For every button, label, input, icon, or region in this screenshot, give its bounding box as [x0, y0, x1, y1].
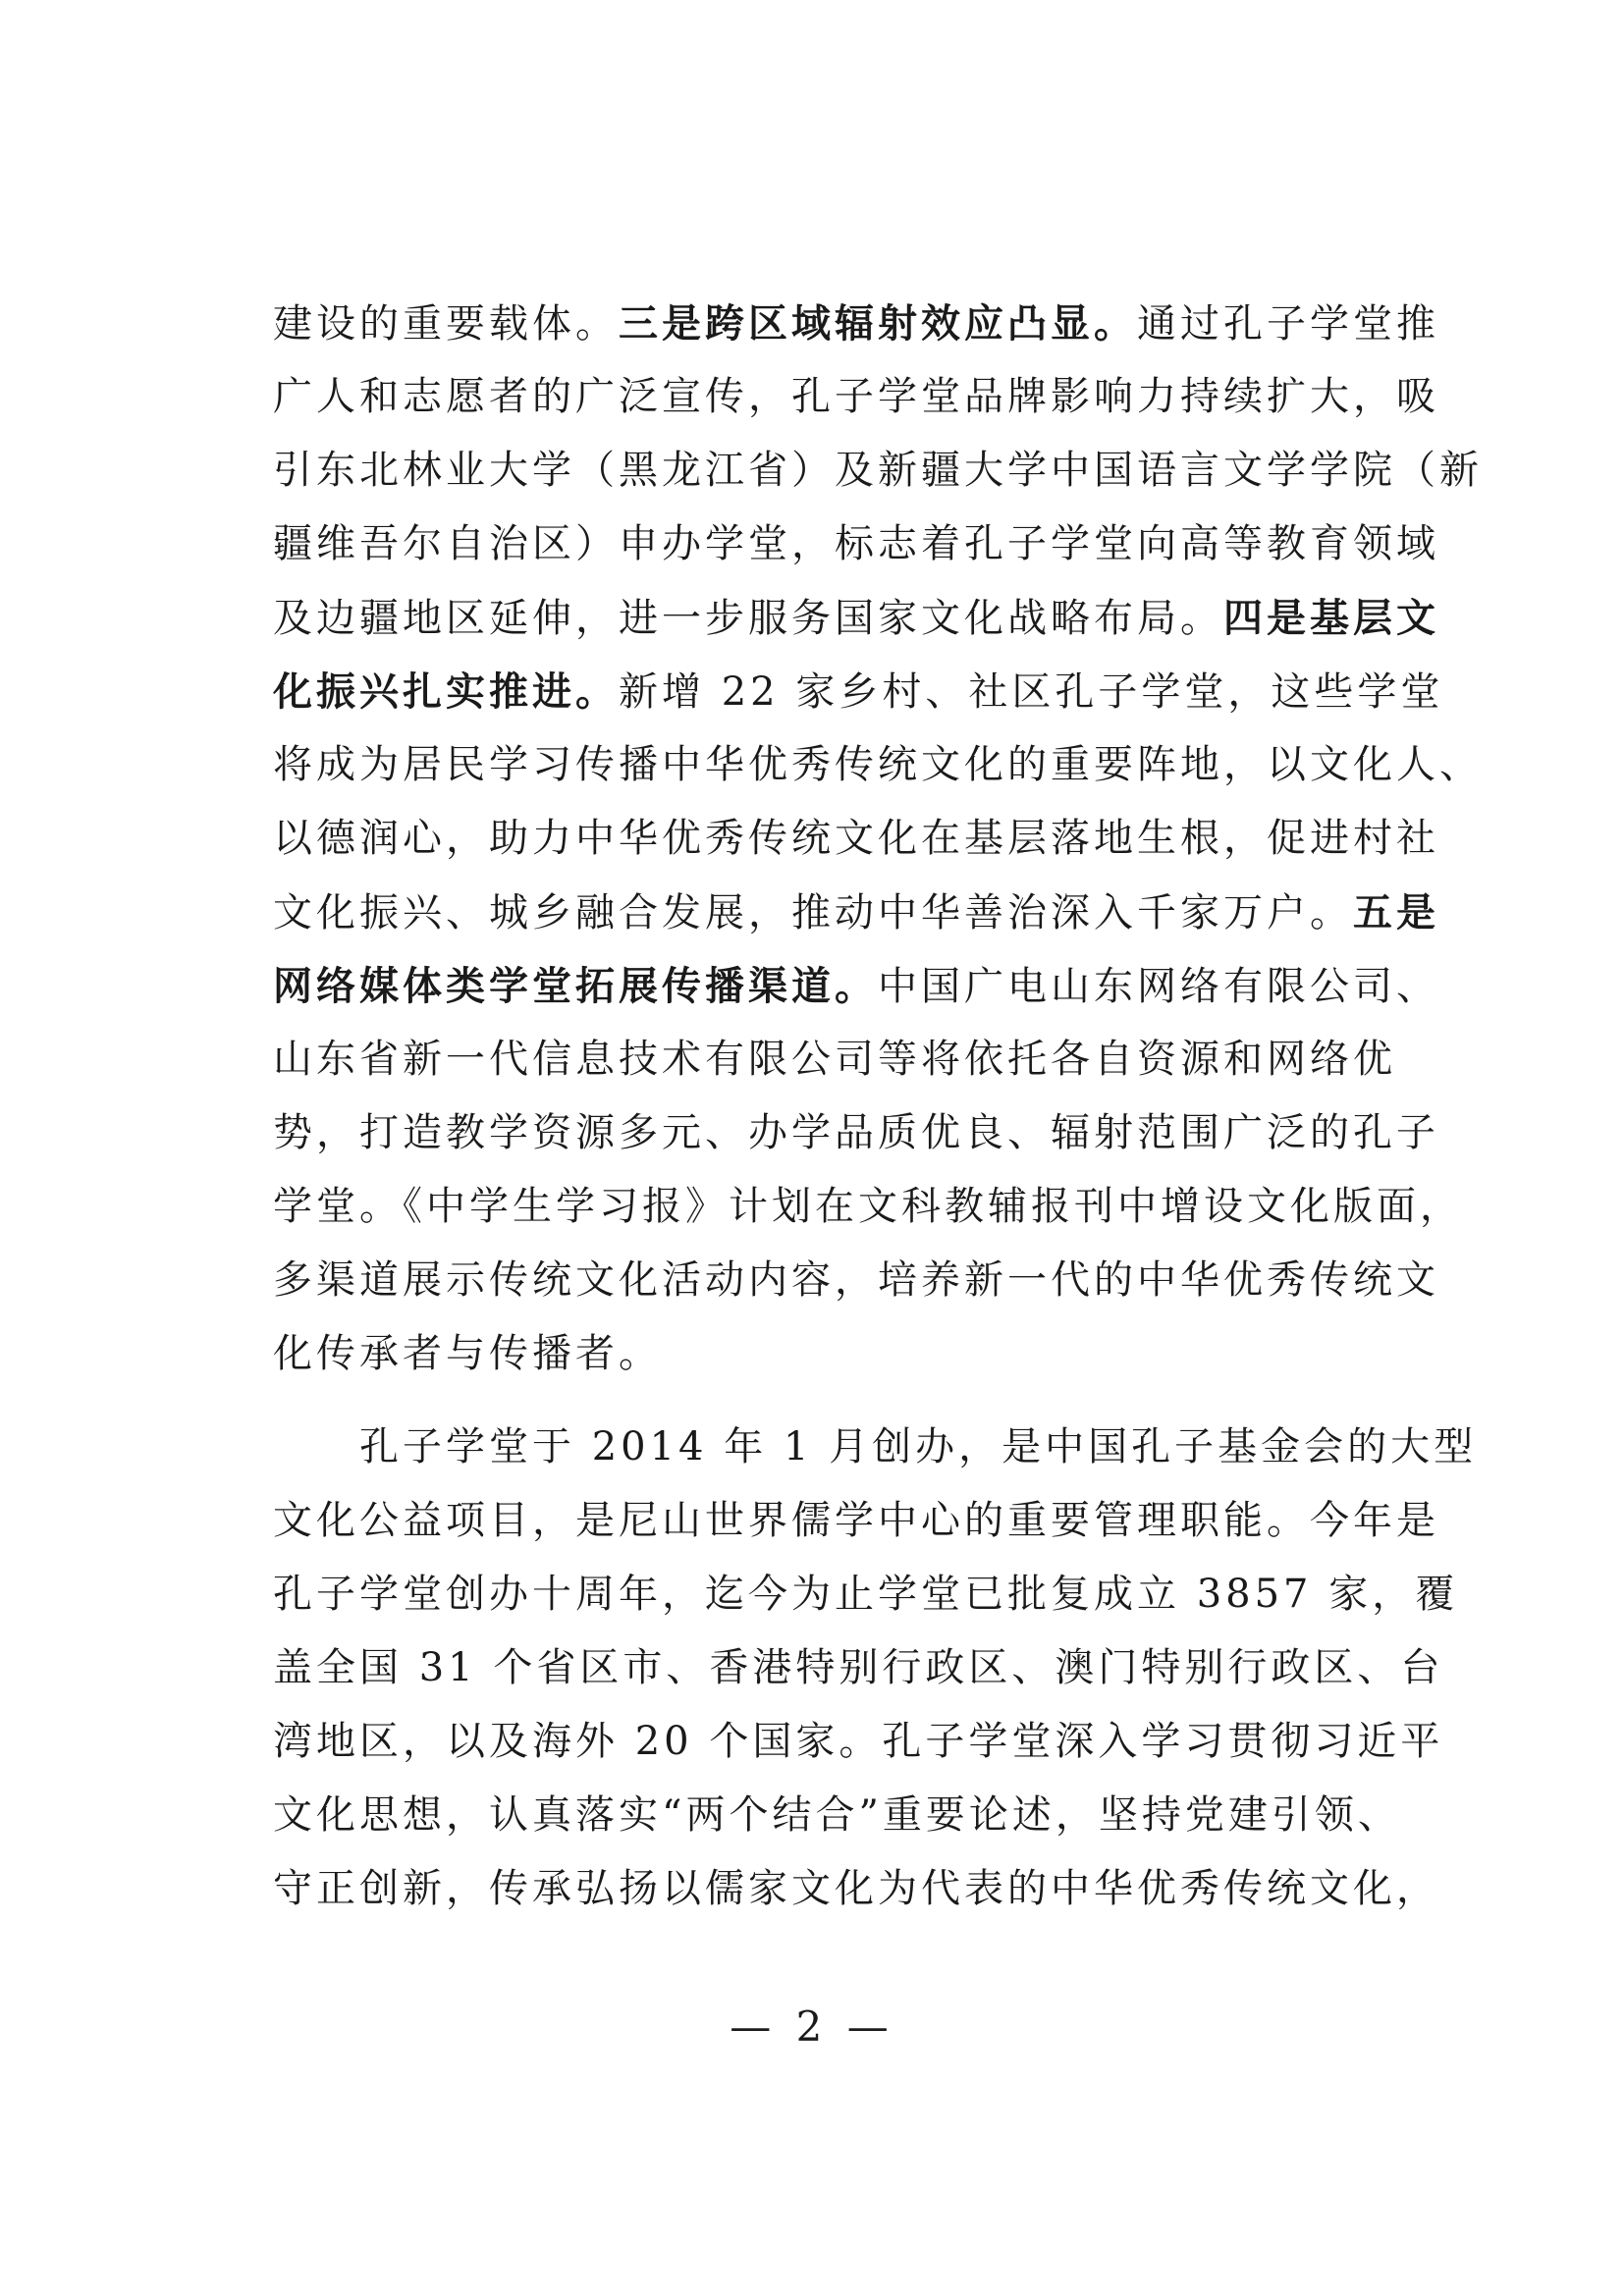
text-segment: 建设的重要载体。 [273, 301, 619, 347]
text-line [273, 949, 1439, 1023]
text-segment: 文化振兴、城乡融合发展，推动中华善治深入千家万户。 [273, 890, 1353, 935]
text-segment: 守正创新，传承弘扬以儒家文化为代表的中华优秀传统文化， [273, 1866, 1439, 1911]
bold-text-segment: 网络媒体类学堂拓展传播渠道。 [273, 963, 878, 1009]
text-segment: 及边疆地区延伸，进一步服务国家文化战略布局。 [273, 596, 1223, 641]
body-text [273, 287, 1483, 1926]
text-segment: 盖全国 31 个省区市、香港特别行政区、澳门特别行政区、台 [273, 1645, 1444, 1690]
text-line [273, 287, 1439, 360]
bold-text-segment: 化振兴扎实推进。 [273, 668, 619, 715]
text-line [273, 1558, 1459, 1631]
paragraph-2 [273, 1411, 1478, 1926]
paragraph-1 [273, 287, 1483, 1391]
text-segment: 孔子学堂创办十周年，迄今为止学堂已批复成立 3857 家，覆 [273, 1572, 1459, 1617]
text-line [273, 360, 1439, 434]
text-segment: 以德润心，助力中华优秀传统文化在基层落地生根，促进村社 [273, 816, 1439, 861]
text-line [273, 581, 1439, 655]
text-segment: 学堂。《中学生学习报》计划在文科教辅报刊中增设文化版面， [273, 1184, 1463, 1229]
text-line [273, 1484, 1439, 1558]
text-line [273, 1170, 1463, 1244]
text-segment: 化传承者与传播者。 [273, 1331, 662, 1376]
text-line [273, 1317, 1358, 1391]
text-line [273, 507, 1439, 581]
text-line [273, 1631, 1444, 1705]
text-line [273, 1244, 1439, 1317]
text-line [273, 1852, 1439, 1926]
text-segment: 通过孔子学堂推 [1137, 301, 1439, 347]
text-line [273, 1779, 1401, 1852]
bold-text-segment: 三是跨区域辐射效应凸显。 [619, 300, 1137, 347]
text-segment: 湾地区，以及海外 20 个国家。孔子学堂深入学习贯彻习近平 [273, 1719, 1444, 1764]
text-line [273, 876, 1439, 949]
text-line [273, 434, 1483, 507]
page-number: — 2 — [730, 2002, 894, 2051]
text-segment: 山东省新一代信息技术有限公司等将依托各自资源和网络优 [273, 1037, 1396, 1082]
bold-text-segment: 五是 [1353, 889, 1439, 935]
text-line [273, 1705, 1444, 1779]
text-segment: 疆维吾尔自治区）申办学堂，标志着孔子学堂向高等教育领域 [273, 521, 1439, 566]
text-segment: 势，打造教学资源多元、办学品质优良、辐射范围广泛的孔子 [273, 1110, 1439, 1155]
text-segment: 将成为居民学习传播中华优秀传统文化的重要阵地，以文化人、 [273, 742, 1483, 787]
text-line [273, 1411, 1478, 1484]
text-segment: 新增 22 家乡村、社区孔子学堂，这些学堂 [619, 669, 1444, 715]
text-segment: 文化公益项目，是尼山世界儒学中心的重要管理职能。今年是 [273, 1498, 1439, 1543]
text-segment: 中国广电山东网络有限公司、 [878, 964, 1439, 1009]
text-line [273, 728, 1483, 802]
text-segment: 广人和志愿者的广泛宣传，孔子学堂品牌影响力持续扩大，吸 [273, 374, 1439, 419]
text-segment: 文化思想，认真落实“两个结合”重要论述，坚持党建引领、 [273, 1792, 1401, 1838]
text-line [273, 655, 1444, 728]
bold-text-segment: 四是基层文 [1223, 595, 1439, 641]
text-line [273, 1023, 1396, 1096]
text-line [273, 802, 1439, 876]
text-segment: 孔子学堂于 2014 年 1 月创办，是中国孔子基金会的大型 [359, 1424, 1478, 1469]
text-segment: 引东北林业大学（黑龙江省）及新疆大学中国语言文学学院（新 [273, 448, 1483, 493]
text-segment: 多渠道展示传统文化活动内容，培养新一代的中华优秀传统文 [273, 1257, 1439, 1303]
text-line [273, 1096, 1439, 1170]
